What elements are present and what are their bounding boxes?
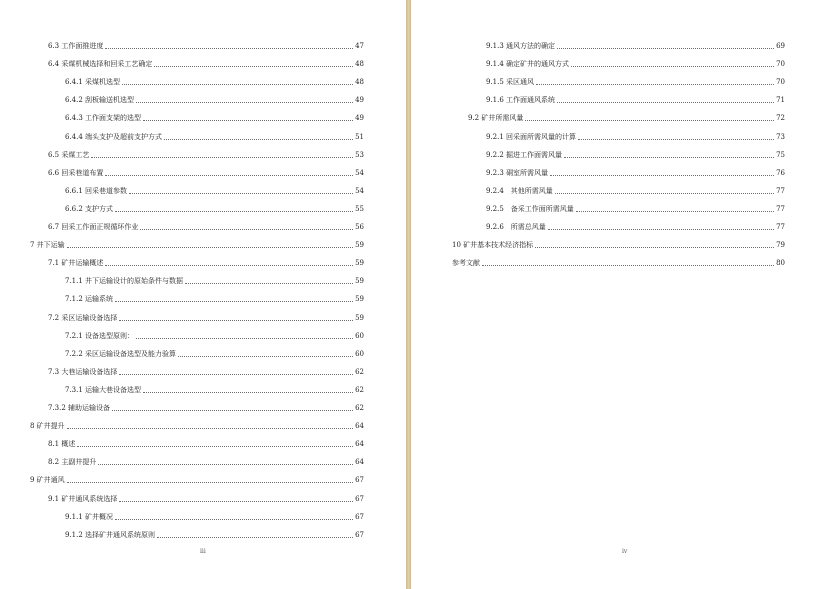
toc-dot-leader: [112, 410, 353, 411]
toc-entry-page-number: 67: [355, 476, 364, 485]
toc-entry-title: 6.4.4 端头支护及超前支护方式: [65, 132, 163, 141]
toc-entry-title: 9.2.6 所需总风量: [486, 223, 546, 231]
toc-entry-page-number: 73: [776, 132, 785, 141]
toc-dot-leader: [119, 374, 353, 375]
toc-entry-page-number: 80: [776, 259, 785, 268]
toc-dot-leader: [129, 193, 353, 194]
toc-dot-leader: [178, 356, 353, 357]
toc-entry-title: 7.3.2 辅助运输设备: [48, 404, 111, 412]
toc-entry-page-number: 75: [776, 150, 785, 159]
toc-entry-title: 8.1 概述: [48, 440, 76, 449]
toc-entry-title: 9.1.4 确定矿井的通风方式: [486, 60, 570, 69]
toc-entry-page-number: 72: [776, 114, 785, 123]
toc-entry-page-number: 56: [355, 223, 364, 231]
toc-dot-leader: [136, 338, 353, 339]
toc-entry-page-number: 69: [776, 42, 785, 50]
toc-entry-title: 9.2.1 回采面所需风量的计算: [486, 132, 577, 141]
toc-entry[interactable]: [65, 93, 364, 105]
toc-entry[interactable]: [30, 419, 364, 431]
toc-entry-title: 6.6.1 回采巷道参数: [65, 186, 128, 195]
toc-entry-page-number: 64: [355, 440, 364, 449]
toc-entry-page-number: 70: [776, 78, 785, 87]
toc-entry[interactable]: [486, 220, 785, 232]
toc-entry-title: 8.2 主副井提升: [48, 458, 97, 467]
toc-entry[interactable]: [48, 492, 364, 504]
toc-entry-page-number: 51: [355, 132, 364, 141]
toc-entry-title: 7.1.1 井下运输设计的原始条件与数据: [65, 277, 184, 286]
toc-entry-title: 9.2.5 备采工作面所需风量: [486, 204, 574, 213]
toc-dot-leader: [122, 84, 353, 85]
toc-entry-title: 9.1 矿井通风系统选择: [48, 494, 118, 503]
toc-entry-title: 6.4.2 刮板输送机选型: [65, 96, 135, 105]
toc-entry[interactable]: [48, 311, 364, 323]
right-page: [411, 0, 827, 589]
toc-dot-leader: [576, 211, 774, 212]
toc-entry-page-number: 48: [355, 78, 364, 87]
toc-entry-title: 7.3.1 运输大巷设备选型: [65, 385, 142, 394]
toc-entry-page-number: 53: [355, 150, 364, 159]
toc-entry-title: 6.4 采煤机械选择和回采工艺确定: [48, 60, 153, 69]
toc-dot-leader: [77, 446, 353, 447]
toc-dot-leader: [578, 139, 774, 140]
toc-entry-page-number: 71: [776, 96, 785, 105]
toc-entry-title: 9.1.2 选择矿井通风系统原则: [65, 530, 156, 539]
toc-entry[interactable]: [48, 256, 364, 268]
toc-dot-leader: [91, 157, 353, 158]
toc-entry[interactable]: [452, 256, 785, 268]
toc-dot-leader: [557, 48, 774, 49]
toc-entry[interactable]: [65, 274, 364, 286]
toc-dot-leader: [67, 482, 353, 483]
toc-entry-title: 7 井下运输: [30, 241, 65, 250]
toc-entry-title: 6.5 采煤工艺: [48, 150, 90, 159]
toc-dot-leader: [67, 247, 353, 248]
toc-entry[interactable]: [486, 75, 785, 87]
toc-dot-leader: [115, 519, 353, 520]
toc-entry-title: 7.2.1 设备选型原则：: [65, 331, 135, 340]
toc-entry-page-number: 55: [355, 204, 364, 213]
toc-entry[interactable]: [65, 329, 364, 341]
toc-entry-title: 6.4.1 采煤机选型: [65, 78, 121, 87]
toc-entry[interactable]: [468, 111, 785, 123]
toc-entry[interactable]: [486, 184, 785, 196]
toc-entry[interactable]: [48, 220, 364, 232]
toc-dot-leader: [557, 102, 774, 103]
toc-entry-title: 6.7 回采工作面正规循环作业: [48, 223, 139, 231]
toc-dot-leader: [525, 120, 774, 121]
toc-entry[interactable]: [48, 437, 364, 449]
toc-entry-title: 9.1.3 通风方法的确定: [486, 42, 556, 50]
toc-dot-leader: [105, 265, 353, 266]
toc-entry-title: 7.1 矿井运输概述: [48, 259, 104, 268]
toc-dot-leader: [535, 247, 774, 248]
toc-entry[interactable]: [65, 75, 364, 87]
toc-entry[interactable]: [486, 166, 785, 178]
toc-entry[interactable]: [486, 130, 785, 142]
toc-entry-page-number: 79: [776, 241, 785, 250]
toc-entry[interactable]: [48, 401, 364, 413]
toc-entry-page-number: 77: [776, 186, 785, 195]
toc-entry-page-number: 67: [355, 530, 364, 539]
toc-entry-page-number: 59: [355, 241, 364, 250]
toc-entry-title: 9.1.5 采区通风: [486, 78, 535, 87]
toc-dot-leader: [157, 537, 353, 538]
toc-entry[interactable]: [65, 528, 364, 540]
toc-entry[interactable]: [65, 184, 364, 196]
toc-entry-page-number: 62: [355, 367, 364, 376]
toc-dot-leader: [140, 229, 353, 230]
toc-dot-leader: [119, 501, 353, 502]
toc-dot-leader: [154, 66, 353, 67]
page-footer-number: iii: [200, 548, 206, 555]
toc-dot-leader: [136, 102, 353, 103]
toc-entry[interactable]: [486, 148, 785, 160]
toc-entry[interactable]: [65, 347, 364, 359]
toc-entry-title: 9.2.3 硐室所需风量: [486, 168, 549, 177]
toc-entry-title: 7.3 大巷运输设备选择: [48, 367, 118, 376]
toc-entry-page-number: 62: [355, 404, 364, 412]
toc-entry-title: 9.1.1 矿井概况: [65, 512, 114, 521]
toc-dot-leader: [105, 48, 353, 49]
toc-entry[interactable]: [48, 455, 364, 467]
toc-entry-title: 8 矿井提升: [30, 422, 65, 431]
toc-entry-page-number: 48: [355, 60, 364, 69]
toc-dot-leader: [115, 211, 353, 212]
toc-dot-leader: [571, 66, 774, 67]
toc-entry[interactable]: [486, 57, 785, 69]
toc-dot-leader: [115, 301, 353, 302]
toc-dot-leader: [564, 157, 774, 158]
toc-entry-page-number: 76: [776, 168, 785, 177]
toc-entry-page-number: 59: [355, 277, 364, 286]
toc-entry[interactable]: [30, 473, 364, 485]
toc-entry-title: 7.2 采区运输设备选择: [48, 313, 118, 322]
toc-entry-title: 9.2.2 掘进工作面需风量: [486, 150, 563, 159]
toc-entry-title: 6.3 工作面推进度: [48, 42, 104, 50]
toc-entry-page-number: 64: [355, 458, 364, 467]
toc-entry-title: 9.2 矿井所需风量: [468, 114, 524, 123]
toc-entry[interactable]: [65, 383, 364, 395]
toc-entry-page-number: 67: [355, 494, 364, 503]
toc-entry-page-number: 77: [776, 204, 785, 213]
toc-entry-title: 6.6.2 支护方式: [65, 204, 114, 213]
toc-entry-page-number: 59: [355, 295, 364, 304]
toc-dot-leader: [482, 265, 774, 266]
toc-entry-page-number: 67: [355, 512, 364, 521]
toc-dot-leader: [67, 428, 353, 429]
toc-entry[interactable]: [48, 166, 364, 178]
toc-entry-title: 10 矿井基本技术经济指标: [452, 241, 534, 250]
toc-entry-title: 参考文献: [452, 259, 480, 268]
page-footer-number: iv: [622, 548, 628, 555]
toc-dot-leader: [143, 392, 353, 393]
toc-dot-leader: [548, 229, 774, 230]
toc-entry-page-number: 47: [355, 42, 364, 50]
toc-entry[interactable]: [65, 111, 364, 123]
toc-entry[interactable]: [486, 39, 785, 51]
toc-entry-title: 6.4.3 工作面支架的选型: [65, 114, 142, 123]
toc-entry-page-number: 49: [355, 114, 364, 123]
toc-dot-leader: [98, 464, 353, 465]
toc-entry-page-number: 77: [776, 223, 785, 231]
toc-entry-page-number: 60: [355, 331, 364, 340]
toc-entry[interactable]: [48, 148, 364, 160]
toc-entry[interactable]: [48, 365, 364, 377]
toc-entry-title: 9 矿井通风: [30, 476, 65, 485]
toc-entry-title: 9.2.4 其他所需风量: [486, 186, 553, 195]
toc-entry[interactable]: [65, 510, 364, 522]
toc-entry[interactable]: [48, 39, 364, 51]
toc-entry[interactable]: [452, 238, 785, 250]
toc-dot-leader: [550, 175, 774, 176]
toc-entry[interactable]: [65, 292, 364, 304]
toc-entry[interactable]: [65, 130, 364, 142]
toc-dot-leader: [555, 193, 774, 194]
toc-entry-title: 7.2.2 采区运输设备选型及能力验算: [65, 349, 177, 358]
toc-dot-leader: [185, 283, 353, 284]
toc-entry-page-number: 62: [355, 385, 364, 394]
toc-dot-leader: [143, 120, 353, 121]
toc-entry-page-number: 60: [355, 349, 364, 358]
toc-dot-leader: [119, 320, 353, 321]
toc-dot-leader: [164, 139, 353, 140]
toc-entry-page-number: 70: [776, 60, 785, 69]
toc-entry[interactable]: [486, 202, 785, 214]
toc-entry-page-number: 59: [355, 313, 364, 322]
toc-entry-title: 6.6 回采巷道布置: [48, 168, 104, 177]
toc-entry-page-number: 54: [355, 186, 364, 195]
toc-entry[interactable]: [65, 202, 364, 214]
toc-entry-title: 9.1.6 工作面通风系统: [486, 96, 556, 105]
toc-dot-leader: [536, 84, 774, 85]
toc-entry-page-number: 64: [355, 422, 364, 431]
toc-dot-leader: [105, 175, 353, 176]
toc-entry-page-number: 59: [355, 259, 364, 268]
toc-entry-title: 7.1.2 运输系统: [65, 295, 114, 304]
toc-entry[interactable]: [30, 238, 364, 250]
toc-entry-page-number: 49: [355, 96, 364, 105]
toc-entry-page-number: 54: [355, 168, 364, 177]
toc-entry[interactable]: [486, 93, 785, 105]
toc-entry[interactable]: [48, 57, 364, 69]
